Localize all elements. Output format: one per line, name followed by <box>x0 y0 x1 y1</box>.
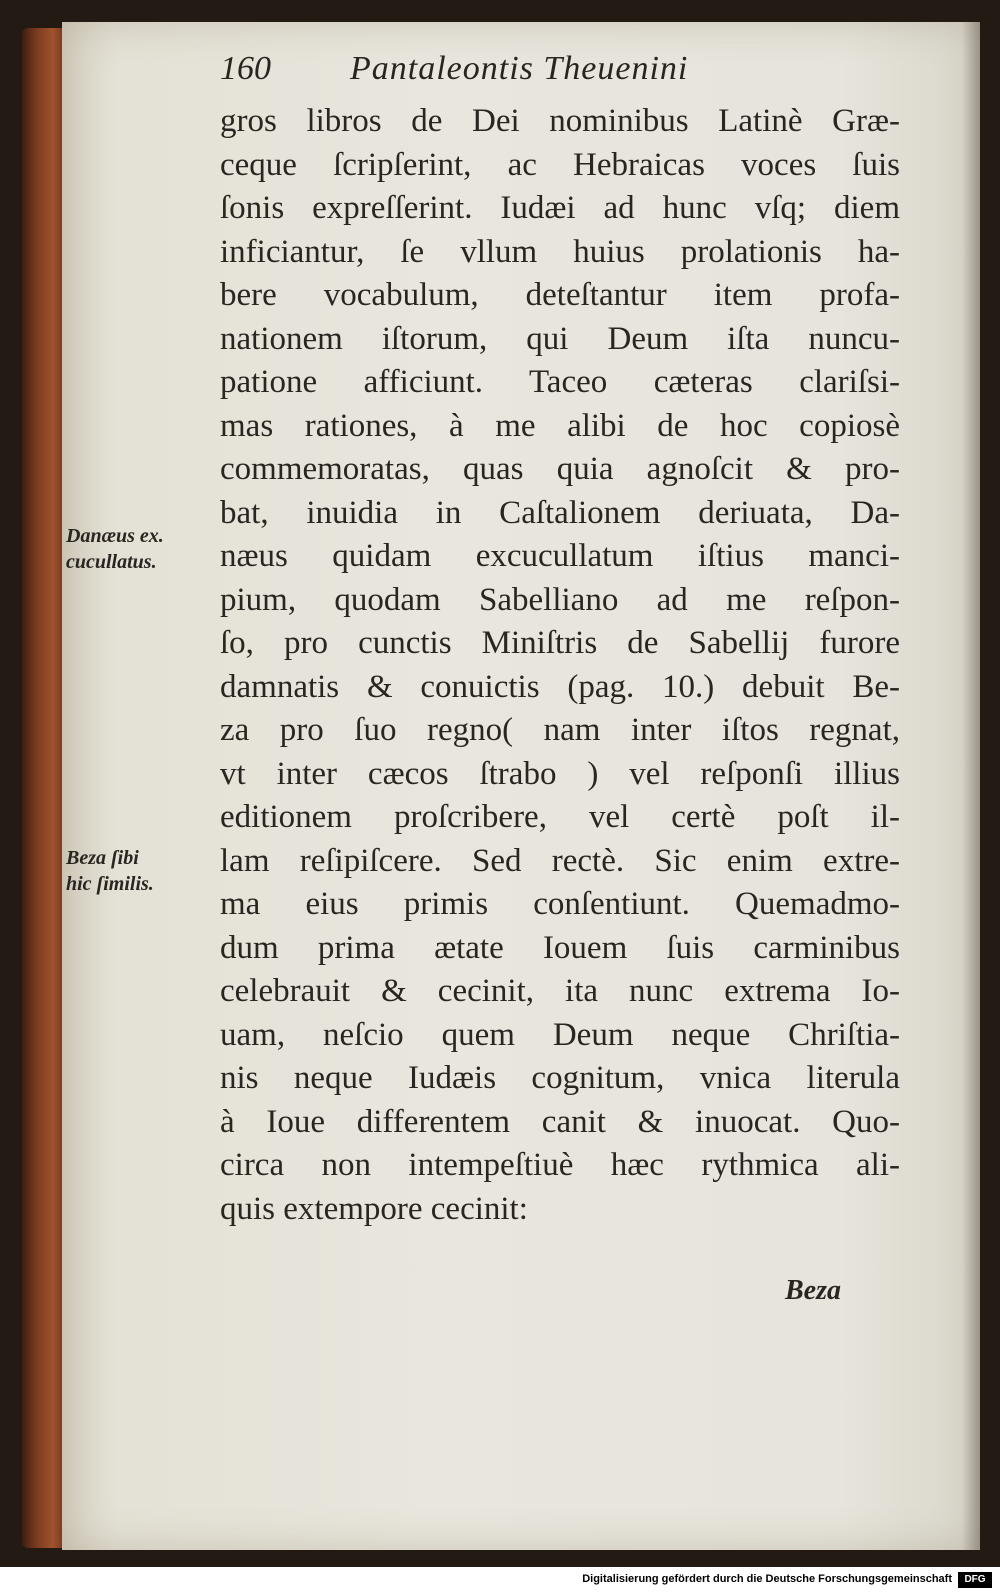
dfg-logo: DFG <box>958 1572 992 1588</box>
text-line: à Ioue differentem canit & inuocat. Quo- <box>220 1103 900 1140</box>
text-line: patione afficiunt. Taceo cæteras clariſsi- <box>220 364 900 400</box>
text-line: inficiantur, ſe vllum huius prolationis ha- <box>220 233 900 270</box>
text-line: editionem proſcribere, vel certè poſt il- <box>220 799 900 835</box>
text-line: bat, inuidia in Caſtalionem deriuata, Da- <box>220 494 900 531</box>
text-line: circa non intempeſtiuè hæc rythmica ali- <box>220 1147 900 1183</box>
text-line: nis neque Iudæis cognitum, vnica literula <box>220 1060 900 1096</box>
text-line: quis extempore cecinit: <box>220 1190 528 1227</box>
funding-credit: Digitalisierung gefördert durch die Deutsche Forschungsgemeinschaft <box>582 1573 952 1585</box>
text-line: mas rationes, à me alibi de hoc copiosè <box>220 407 900 444</box>
footer-bar <box>0 1567 1000 1595</box>
marginal-note-line: Danæus ex. <box>66 525 164 547</box>
text-line: commemoratas, quas quia agnoſcit & pro- <box>220 451 900 487</box>
body-text <box>220 100 900 1231</box>
text-line: vt inter cæcos ſtrabo ) vel reſponſi illius <box>220 755 900 792</box>
text-line: damnatis & conuictis (pag. 10.) debuit Be- <box>220 668 900 705</box>
text-line: celebrauit & cecinit, ita nunc extrema Io- <box>220 973 900 1009</box>
marginal-note-line: cucullatus. <box>66 551 157 573</box>
text-line: ſo, pro cunctis Miniſtris de Sabellij furore <box>220 625 900 661</box>
marginal-note-line: Beza ſibi <box>66 847 139 869</box>
page-number: 160 <box>220 50 271 87</box>
text-line: uam, neſcio quem Deum neque Chriſtia- <box>220 1016 900 1053</box>
text-line: lam reſipiſcere. Sed rectè. Sic enim extre- <box>220 842 900 879</box>
text-line: gros libros de Dei nominibus Latinè Græ- <box>220 103 900 139</box>
catchword: Beza <box>785 1275 841 1306</box>
text-line: pium, quodam Sabelliano ad me reſpon- <box>220 581 900 618</box>
text-line: dum prima ætate Iouem ſuis carminibus <box>220 929 900 966</box>
text-line: nationem iſtorum, qui Deum iſta nuncu- <box>220 320 900 357</box>
text-line: ceque ſcripſerint, ac Hebraicas voces ſuis <box>220 146 900 183</box>
marginal-note-line: hic ſimilis. <box>66 873 154 895</box>
page-shadow <box>962 22 980 1550</box>
text-line: ma eius primis conſentiunt. Quemadmo- <box>220 886 900 922</box>
marginal-note-danaeus <box>66 523 216 575</box>
page-header <box>220 50 820 100</box>
running-title: Pantaleontis Theuenini <box>350 50 689 87</box>
text-line: bere vocabulum, deteſtantur item profa- <box>220 277 900 313</box>
text-line: næus quidam excucullatum iſtius manci- <box>220 538 900 574</box>
text-line: ſonis expreſſerint. Iudæi ad hunc vſq; diem <box>220 190 900 226</box>
marginal-note-beza <box>66 845 216 897</box>
text-line: za pro ſuo regno( nam inter iſtos regnat, <box>220 712 900 748</box>
